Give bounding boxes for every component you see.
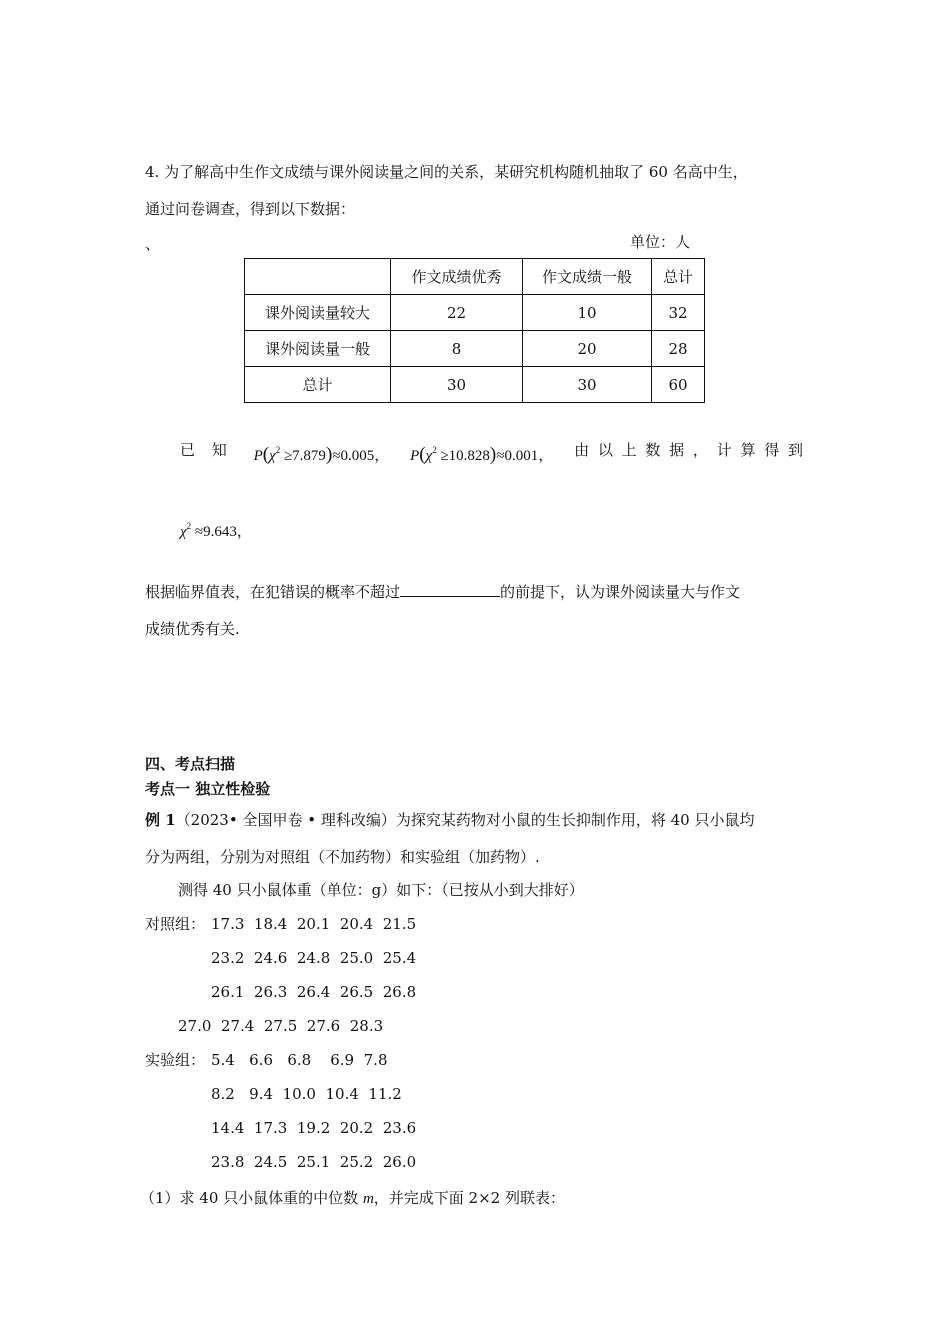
experiment-row: 5.4 6.6 6.8 6.9 7.8: [211, 1051, 388, 1069]
example-label: 例 1: [145, 811, 176, 829]
table-cell: 30: [391, 367, 523, 403]
table-cell: 30: [523, 367, 652, 403]
result-chi: χ: [180, 524, 187, 540]
result-exp: 2: [186, 521, 192, 531]
control-row: 17.3 18.4 20.1 20.4 21.5: [211, 915, 417, 933]
p2-relation: ≥10.828: [440, 448, 490, 464]
question-before: 根据临界值表，在犯错误的概率不超过: [145, 583, 401, 601]
p2-symbol: P: [410, 448, 420, 464]
p2-chi: χ: [425, 448, 433, 464]
known-line: [180, 440, 805, 466]
data-table: [244, 258, 705, 403]
table-row: [245, 331, 705, 367]
table-row: [245, 295, 705, 331]
question-after: 的前提下，认为课外阅读量大与作文: [500, 583, 741, 601]
question-line2: 成绩优秀有关.: [145, 620, 240, 638]
example-source: （2023• 全国甲卷 • 理科改编）: [175, 811, 396, 829]
example-line2: 分为两组，分别为对照组（不加药物）和实验组（加药物）.: [145, 848, 540, 866]
p1-value: ≈0.005: [332, 448, 375, 464]
problem4-line2: 通过问卷调查，得到以下数据：: [145, 200, 356, 218]
control-row: 27.0 27.4 27.5 27.6 28.3: [178, 1017, 384, 1035]
table-cell: 总计: [245, 367, 391, 403]
table-cell: 8: [391, 331, 523, 367]
p2-value: ≈0.001: [496, 448, 539, 464]
control-row: 23.2 24.6 24.8 25.0 25.4: [211, 949, 417, 967]
table-cell: 32: [652, 295, 705, 331]
table-cell: 课外阅读量较大: [245, 295, 391, 331]
table-cell: 22: [391, 295, 523, 331]
p1-exp: 2: [275, 445, 281, 455]
section-title: 四、考点扫描: [145, 755, 236, 773]
answer-blank: [400, 582, 500, 597]
p1-relation: ≥7.879: [283, 448, 326, 464]
experiment-row: 23.8 24.5 25.1 25.2 26.0: [211, 1153, 417, 1171]
q1-before: （1）求 40 只小鼠体重的中位数: [140, 1189, 363, 1207]
table-header-cell: 作文成绩优秀: [391, 259, 523, 295]
control-label: 对照组：: [145, 915, 206, 933]
table-cell: 20: [523, 331, 652, 367]
p1-chi: χ: [269, 448, 276, 464]
table-cell: 28: [652, 331, 705, 367]
result-value: ≈9.643: [194, 524, 237, 540]
table-row: [245, 367, 705, 403]
table-cell: 课外阅读量一般: [245, 331, 391, 367]
example-line1: [145, 810, 755, 830]
p1-symbol: P: [253, 448, 263, 464]
experiment-row: 14.4 17.3 19.2 20.2 23.6: [211, 1119, 417, 1137]
p2-exp: 2: [432, 445, 437, 455]
formula-p2: $P(\chi^2 \ge 10.828)\approx 0.001$，: [410, 444, 554, 465]
experiment-label: 实验组：: [145, 1051, 206, 1069]
chi-result: [180, 516, 252, 542]
control-row: 26.1 26.3 26.4 26.5 26.8: [211, 983, 417, 1001]
table-header-cell: 总计: [652, 259, 705, 295]
experiment-row: 8.2 9.4 10.0 10.4 11.2: [211, 1085, 402, 1103]
separator: ，: [374, 448, 390, 464]
problem4-line1: 4. 为了解高中生作文成绩与课外阅读量之间的关系，某研究机构随机抽取了 60 名高中生，: [145, 163, 748, 181]
unit-label: 单位：人: [630, 233, 691, 251]
stray-mark: 、: [145, 235, 161, 253]
point-title: 考点一 独立性检验: [145, 780, 271, 798]
result-tail: ，: [236, 524, 252, 540]
known-suffix: 由 以 上 数 据 ， 计 算 得 到: [574, 441, 805, 459]
table-header-cell: 作文成绩一般: [523, 259, 652, 295]
formula-p1: $P(\chi^2 \ge 7.879)\approx 0.005$，: [253, 444, 390, 465]
table-cell: 60: [652, 367, 705, 403]
measure-text: 测得 40 只小鼠体重（单位：g）如下：（已按从小到大排好）: [178, 881, 584, 899]
q1-after: ，并完成下面 2×2 列联表：: [373, 1189, 565, 1207]
separator: ，: [538, 448, 554, 464]
question-line1: [145, 582, 740, 602]
table-cell: 10: [523, 295, 652, 331]
table-header-row: [245, 259, 705, 295]
known-prefix: 已 知: [180, 441, 233, 459]
q1-variable: m: [362, 1191, 374, 1207]
question-1: [140, 1188, 565, 1209]
example-text1: 为探究某药物对小鼠的生长抑制作用，将 40 只小鼠均: [395, 811, 755, 829]
table-header-cell: [245, 259, 391, 295]
